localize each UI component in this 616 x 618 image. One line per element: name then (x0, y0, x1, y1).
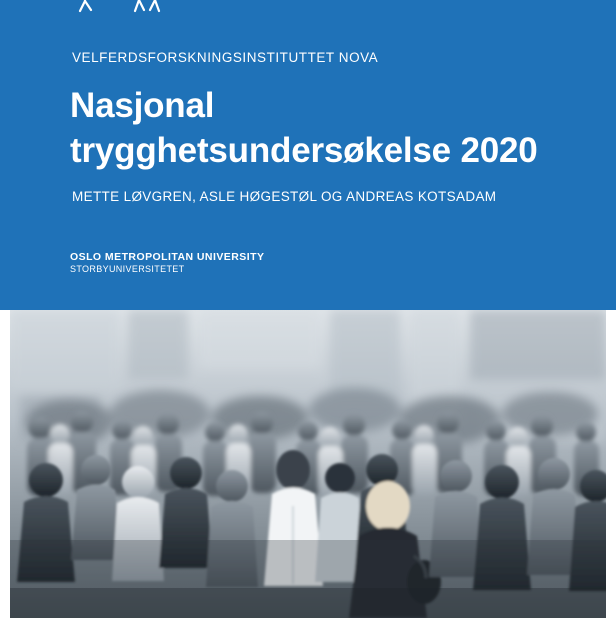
pictogram-row (72, 0, 164, 14)
people-crossing-icon (130, 0, 164, 14)
page-title (70, 84, 590, 174)
university-logo (70, 251, 264, 275)
photo-right-margin (606, 310, 616, 618)
page-title-line-1: Nasjonal (70, 86, 215, 125)
author-list: METTE LØVGREN, ASLE HØGESTØL OG ANDREAS KOTSADAM (72, 189, 497, 204)
university-logo-line-2: STORBYUNIVERSITETET (70, 264, 185, 275)
institute-name: VELFERDSFORSKNINGSINSTITUTTET NOVA (72, 50, 379, 65)
pedestrian-icon (72, 0, 102, 14)
university-logo-line-1: OSLO METROPOLITAN UNIVERSITY (70, 251, 265, 263)
photo-left-margin (0, 310, 10, 618)
page-title-line-2: trygghetsundersøkelse 2020 (70, 130, 538, 170)
cover-photo (10, 310, 606, 618)
cover-photo-artwork (10, 310, 606, 618)
